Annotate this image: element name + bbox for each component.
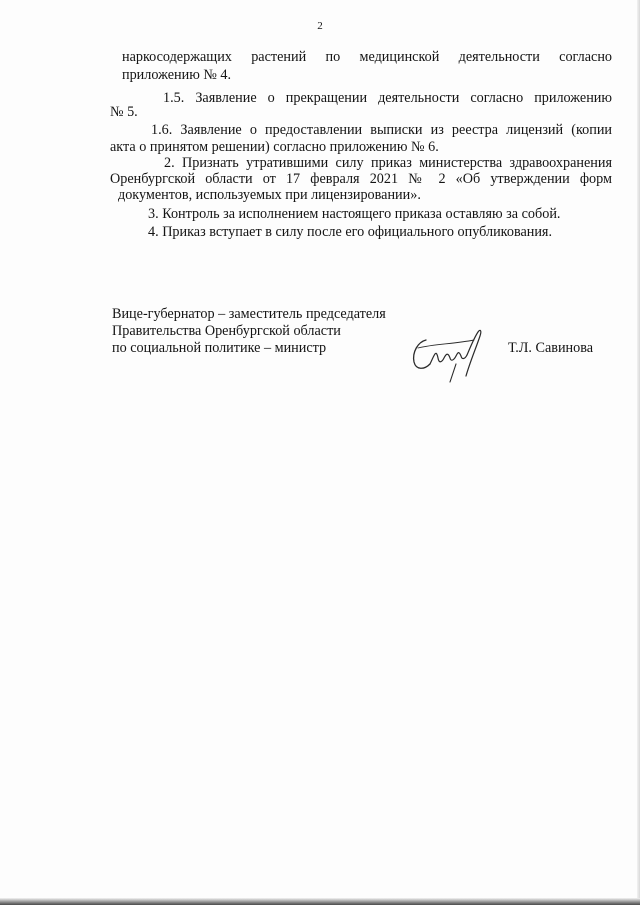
body-line-3: 1.5. Заявление о прекращении деятельности согласно приложению <box>163 90 612 106</box>
body-line-7: 2. Признать утратившими силу приказ министерства здравоохранения <box>164 155 612 171</box>
page-number: 2 <box>317 20 323 32</box>
body-line-9: документов, используемых при лицензировании». <box>118 187 421 203</box>
body-line-10: 3. Контроль за исполнением настоящего приказа оставляю за собой. <box>148 206 561 222</box>
body-line-8: Оренбургской области от 17 февраля 2021 № 2 «Об утверждении форм <box>110 171 612 187</box>
signatory-name: Т.Л. Савинова <box>508 340 594 356</box>
signatory-title-line-1: Вице-губернатор – заместитель председателя <box>112 306 386 322</box>
scan-edge-bottom <box>0 898 640 905</box>
body-line-1: наркосодержащих растений по медицинской деятельности согласно <box>122 49 612 65</box>
handwritten-signature <box>404 318 494 388</box>
signatory-title-line-2: Правительства Оренбургской области <box>112 323 341 339</box>
body-line-5: 1.6. Заявление о предоставлении выписки из реестра лицензий (копии <box>151 122 612 138</box>
body-line-4: № 5. <box>110 104 138 120</box>
signatory-title-line-3: по социальной политике – министр <box>112 340 327 356</box>
body-line-6: акта о принятом решении) согласно приложению № 6. <box>110 139 439 155</box>
body-line-11: 4. Приказ вступает в силу после его официального опубликования. <box>148 224 553 240</box>
body-line-2: приложению № 4. <box>122 67 232 83</box>
